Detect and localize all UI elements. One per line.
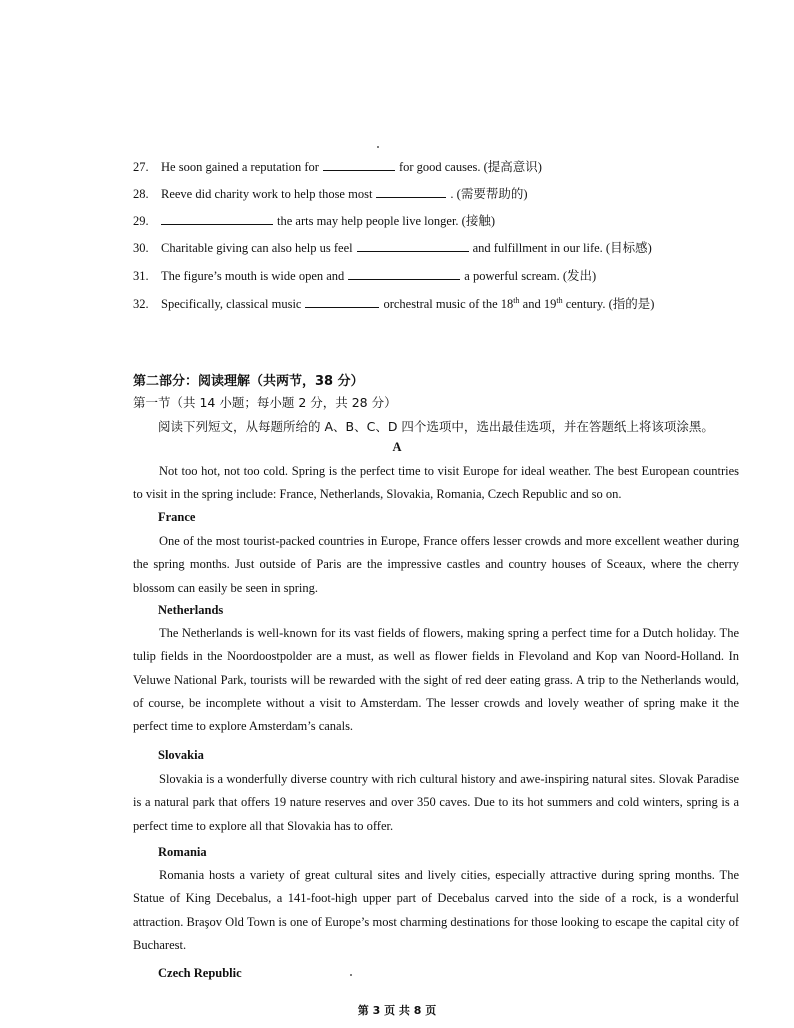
section-title-czech-republic: Czech Republic [158,966,242,980]
question-27: 27. He soon gained a reputation for for good causes. (提高意识) [133,160,542,174]
scan-speck [350,974,352,976]
answer-blank[interactable] [357,241,469,252]
section-title-slovakia: Slovakia [158,748,204,762]
page-footer: 第 3 页 共 8 页 [357,1004,437,1017]
scan-speck [377,146,379,148]
section-heading: 第一节（共 14 小题；每小题 2 分，共 28 分） [133,395,397,410]
answer-blank[interactable] [348,269,460,280]
question-32: 32. Specifically, classical music orchestral music of the 18th and 19th century. (指的是) [133,295,655,311]
part-heading: 第二部分：阅读理解（共两节，38 分） [133,374,364,389]
section-title-romania: Romania [158,845,207,859]
section-title-france: France [158,510,196,524]
question-29: 29. the arts may help people live longer. (接触) [133,214,495,228]
answer-blank[interactable] [161,214,273,225]
question-31: 31. The figure’s mouth is wide open and a powerful scream. (发出) [133,269,597,283]
answer-blank[interactable] [323,160,395,171]
intro-paragraph: Not too hot, not too cold. Spring is the perfect time to visit Europe for ideal weather. The best European countries to visit in the spring include: France, Netherlands, Slovakia, Romania, Czech Republic and so on. [133,464,739,502]
passage-label: A [392,440,402,454]
paragraph-slovakia: Slovakia is a wonderfully diverse country with rich cultural history and awe-inspiring natural sites. Slovak Paradise is a natural park that offers 19 nature reserves and over 350 caves. Due to its hot summers and cold winters, spring is a perfect time to explore all that Slovakia has to offer. [133,772,739,833]
answer-blank[interactable] [305,297,379,308]
question-30: 30. Charitable giving can also help us feel and fulfillment in our life. (目标感) [133,241,652,255]
instruction: 阅读下列短文，从每题所给的 A、B、C、D 四个选项中，选出最佳选项，并在答题纸上将该项涂黑。 [158,419,714,434]
question-28: 28. Reeve did charity work to help those most . (需要帮助的) [133,187,528,201]
paragraph-romania: Romania hosts a variety of great cultural sites and lively cities, especially attractive during spring months. The Statue of King Decebalus, a 141-foot-high upper part of Decebalus carved into the side of a rock, is a wonderful attraction. Braşov Old Town is one of Europe’s most charming destinations for those looking to escape the capital city of Bucharest. [133,868,739,952]
paragraph-france: One of the most tourist-packed countries in Europe, France offers lesser crowds and more excellent weather during the spring months. Just outside of Paris are the impressive castles and country houses of Sceaux, where the cherry blossom can easily be seen in spring. [133,534,739,595]
section-title-netherlands: Netherlands [158,603,224,617]
answer-blank[interactable] [376,187,446,198]
paragraph-netherlands: The Netherlands is well-known for its vast fields of flowers, making spring a perfect time for a Dutch holiday. The tulip fields in the Noordoostpolder are a must, as well as flower fields in Flevoland and Kop van Noord-Holland. In Veluwe National Park, tourists will be rewarded with the sight of red deer eating grass. A trip to the Netherlands would, of course, be incomplete without a visit to Amsterdam. The lesser crowds and lovely weather of spring make it the perfect time to explore Amsterdam’s canals. [133,626,739,734]
